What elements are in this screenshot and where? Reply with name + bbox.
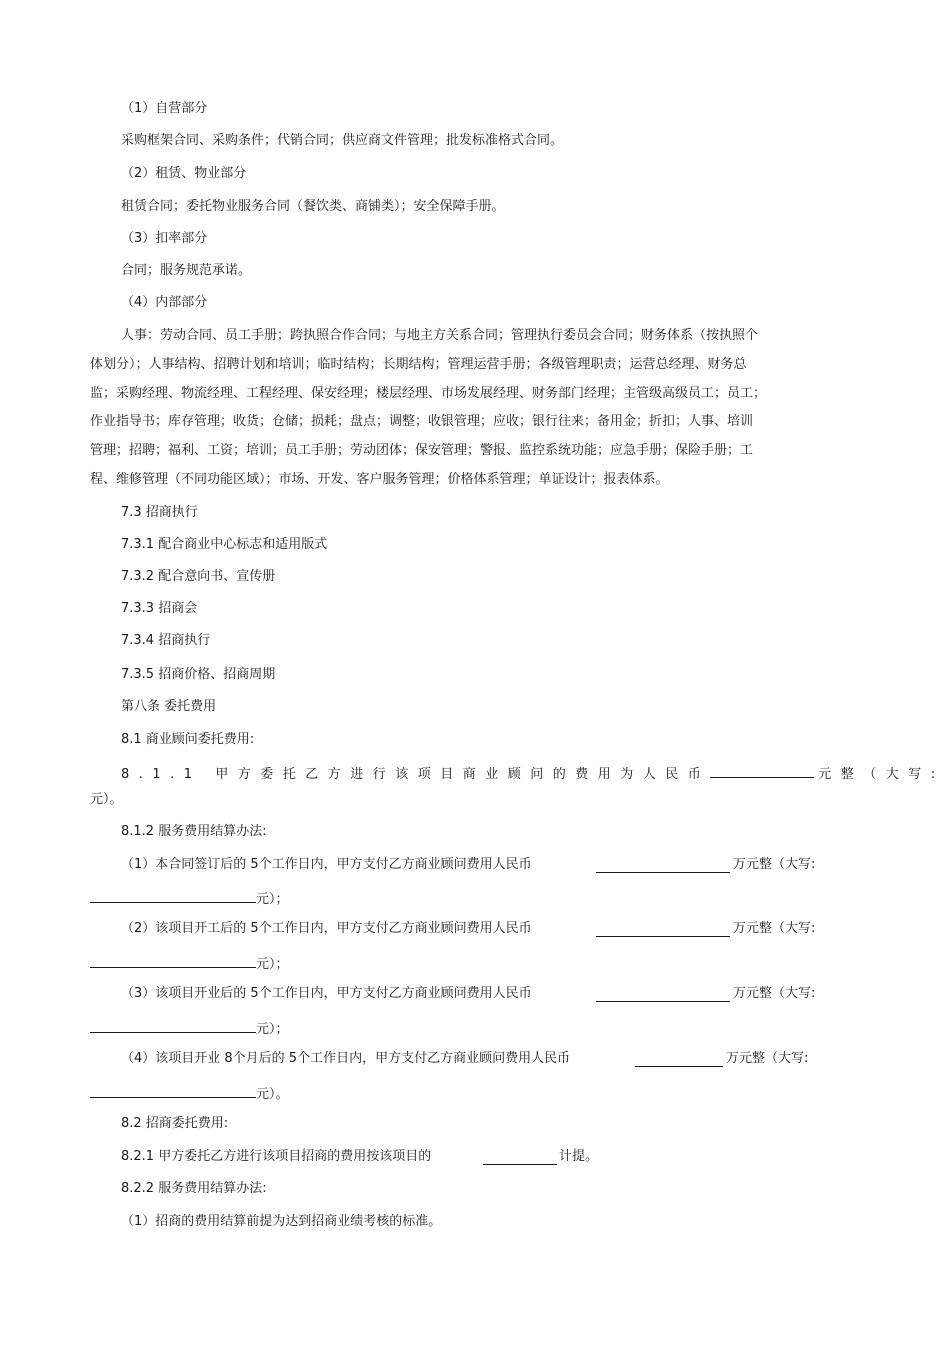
section-deduction-body: 合同；服务规范承诺。	[121, 263, 252, 278]
payment-item-1	[121, 856, 532, 874]
payment-item-4	[121, 1050, 570, 1068]
clause-8-2-2: 8.2.2 服务费用结算办法:	[121, 1181, 267, 1196]
amount-words-blank[interactable]	[90, 953, 256, 968]
heading-7-3-1: 7.3.1 配合商业中心标志和适用版式	[121, 537, 328, 552]
payment-item-4-suffix: 万元整（大写:	[726, 1051, 809, 1066]
section-lease-body: 租赁合同；委托物业服务合同（餐饮类、商铺类）；安全保障手册。	[121, 199, 505, 214]
clause-8-1-1-suffix: 元整（大写:	[818, 767, 945, 782]
clause-8-2-1-text: 8.2.1 甲方委托乙方进行该项目招商的费用按该项目的	[121, 1149, 432, 1164]
heading-7-3-5: 7.3.5 招商价格、招商周期	[121, 667, 276, 682]
heading-8-1: 8.1 商业顾问委托费用:	[121, 732, 255, 747]
payment-item-4-text: （4）该项目开业 8个月后的 5个工作日内，甲方支付乙方商业顾问费用人民币	[121, 1051, 571, 1066]
payment-item-1-end-text: 元）；	[256, 892, 289, 907]
clause-8-1-2: 8.1.2 服务费用结算办法:	[121, 824, 267, 839]
payment-item-2-text: （2）该项目开工后的 5个工作日内，甲方支付乙方商业顾问费用人民币	[121, 921, 532, 936]
amount-blank[interactable]	[596, 987, 730, 1002]
amount-words-blank[interactable]	[90, 1018, 256, 1033]
heading-8-2: 8.2 招商委托费用:	[121, 1116, 229, 1131]
payment-item-3-suffix: 万元整（大写:	[733, 986, 816, 1001]
section-self-operated-body: 采购框架合同、采购条件；代销合同；供应商文件管理；批发标准格式合同。	[121, 133, 564, 148]
payment-item-3-end	[90, 1018, 289, 1039]
payment-item-4-end	[90, 1083, 289, 1104]
clause-8-1-1	[121, 763, 945, 784]
payment-item-2-end-text: 元）；	[256, 957, 289, 972]
payment-item-2-end	[90, 953, 289, 974]
payment-item-1-text: （1）本合同签订后的 5个工作日内，甲方支付乙方商业顾问费用人民币	[121, 857, 532, 872]
payment-item-4-end-text: 元）。	[256, 1087, 289, 1102]
section-internal-heading: （4）内部部分	[121, 295, 208, 310]
internal-paragraph-line: 体划分）；人事结构、招聘计划和培训；临时结构；长期结构；管理运营手册；各级管理职责；运营总经理、财务总	[90, 357, 747, 372]
clause-8-1-1-text: 8.1.1 甲方委托乙方进行该项目商业顾问的费用为人民币	[121, 767, 711, 782]
section-deduction-heading: （3）扣率部分	[121, 231, 208, 246]
article-8-heading: 第八条 委托费用	[121, 699, 217, 714]
payment-item-1-end	[90, 888, 289, 909]
amount-words-blank[interactable]	[90, 1083, 256, 1098]
heading-7-3: 7.3 招商执行	[121, 505, 198, 520]
payment-item-3	[121, 985, 532, 1003]
settlement-item-1: （1）招商的费用结算前提为达到招商业绩考核的标准。	[121, 1214, 442, 1229]
rate-blank[interactable]	[483, 1150, 557, 1165]
internal-paragraph-line: 作业指导书；库存管理；收货；仓储；损耗；盘点；调整；收银管理；应收；银行往来；备用金；折扣；人事、培训	[90, 414, 754, 429]
heading-7-3-3: 7.3.3 招商会	[121, 601, 198, 616]
payment-item-2	[121, 920, 532, 938]
amount-words-blank[interactable]	[90, 888, 256, 903]
payment-item-1-suffix: 万元整（大写:	[733, 857, 816, 872]
amount-blank[interactable]	[596, 922, 730, 937]
clause-8-2-1-suffix: 计提。	[559, 1149, 599, 1164]
internal-paragraph-line: 人事：劳动合同、员工手册；跨执照合作合同；与地主方关系合同；管理执行委员会合同；财务体系（按执照个	[121, 328, 759, 343]
section-lease-heading: （2）租赁、物业部分	[121, 166, 247, 181]
amount-blank[interactable]	[710, 763, 814, 778]
payment-item-2-suffix: 万元整（大写:	[733, 921, 816, 936]
internal-paragraph-line: 管理；招聘；福利、工资；培训；员工手册；劳动团体；保安管理；警报、监控系统功能；应急手册；保险手册；工	[90, 443, 754, 458]
amount-blank[interactable]	[596, 858, 730, 873]
internal-paragraph-line: 监；采购经理、物流经理、工程经理、保安经理；楼层经理、市场发展经理、财务部门经理；主管级高级员工；员工；	[90, 386, 767, 401]
section-self-operated-heading: （1）自营部分	[121, 101, 208, 116]
clause-8-2-1	[121, 1148, 431, 1166]
clause-8-1-1-end: 元）。	[90, 792, 123, 807]
payment-item-3-end-text: 元）；	[256, 1022, 289, 1037]
heading-7-3-2: 7.3.2 配合意向书、宣传册	[121, 569, 276, 584]
heading-7-3-4: 7.3.4 招商执行	[121, 633, 211, 648]
internal-paragraph-line: 程、维修管理（不同功能区域）；市场、开发、客户服务管理；价格体系管理；单证设计；报表体系。	[90, 472, 669, 487]
amount-blank[interactable]	[635, 1052, 723, 1067]
payment-item-3-text: （3）该项目开业后的 5个工作日内，甲方支付乙方商业顾问费用人民币	[121, 986, 532, 1001]
